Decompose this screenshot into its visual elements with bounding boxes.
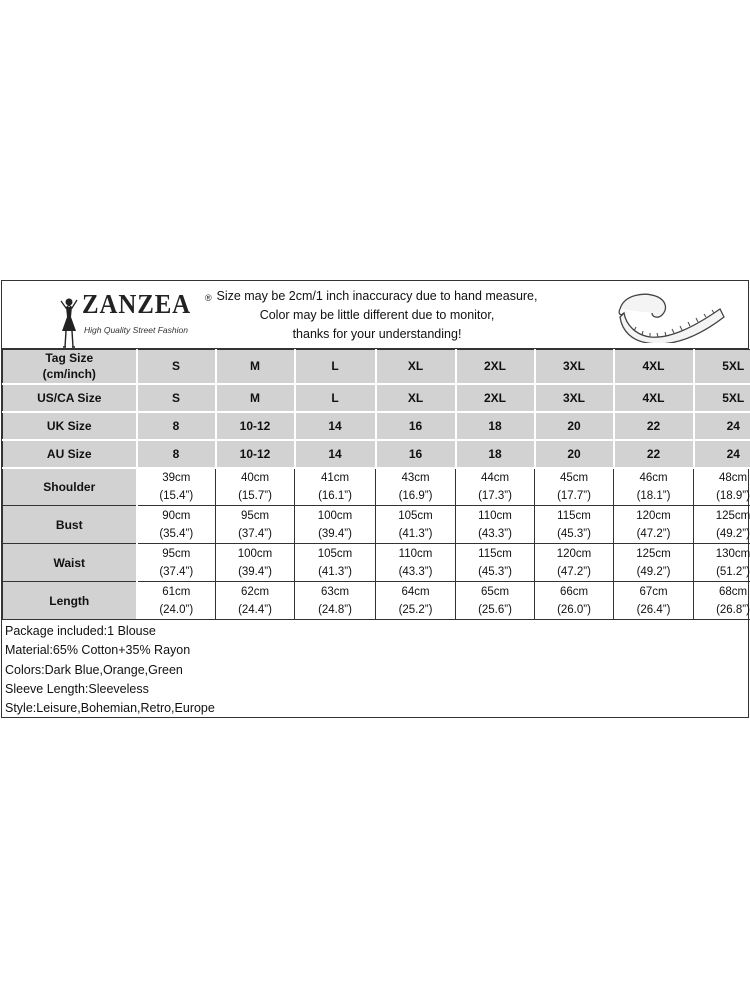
measurement-inch: (49.2”) (636, 565, 671, 578)
measurement-cm: 100cm (317, 509, 353, 522)
size-table-body (3, 350, 750, 620)
measurement-cell (456, 544, 535, 582)
measurement-cell (614, 582, 694, 620)
measurement-cell (694, 582, 750, 620)
measurement-cell (535, 544, 614, 582)
row-label (3, 384, 137, 412)
size-row (3, 384, 750, 412)
measurement-cm: 64cm (401, 585, 430, 598)
info-material: Material:65% Cotton+35% Rayon (5, 643, 191, 658)
size-cell: 10-12 (216, 412, 295, 440)
measurement-inch: (18.9”) (716, 489, 750, 502)
size-row (3, 440, 750, 468)
row-label-text: US/CA Size (37, 390, 102, 405)
measurement-cell (295, 468, 376, 506)
size-row (3, 412, 750, 440)
measurement-cm: 66cm (559, 585, 589, 598)
measurement-inch: (18.1”) (636, 489, 671, 502)
measurement-inch: (41.3”) (318, 565, 352, 578)
measurement-cm: 46cm (639, 471, 668, 484)
registered-mark: ® (205, 293, 212, 303)
size-cell: 18 (456, 412, 535, 440)
measurement-cell (456, 468, 535, 506)
measurement-cell (376, 544, 456, 582)
measurement-inch: (26.4”) (636, 603, 671, 616)
measurement-inch: (47.2”) (636, 527, 671, 540)
measurement-inch: (15.7”) (238, 489, 272, 502)
size-cell: 24 (694, 412, 750, 440)
measurement-cell (694, 544, 750, 582)
row-label (3, 412, 137, 440)
measuring-tape-icon (614, 287, 726, 343)
measurement-cm: 100cm (237, 547, 273, 560)
measurement-inch: (47.2”) (557, 565, 591, 578)
product-info (2, 619, 748, 718)
measurement-inch: (17.7”) (557, 489, 591, 502)
measurement-cell (137, 506, 216, 544)
measurement-inch: (16.9”) (398, 489, 433, 502)
measurement-cell (376, 468, 456, 506)
size-table (2, 349, 750, 620)
measurement-cell (694, 468, 750, 506)
measurement-cell (295, 582, 376, 620)
brand-logo (30, 289, 212, 345)
measurement-inch: (35.4”) (159, 527, 194, 540)
measurement-inch: (43.3”) (478, 527, 512, 540)
size-cell: 16 (376, 412, 456, 440)
size-cell: 18 (456, 440, 535, 468)
info-style: Style:Leisure,Bohemian,Retro,Europe (5, 701, 215, 716)
size-cell: 14 (295, 412, 376, 440)
measurement-cell (137, 468, 216, 506)
measurement-inch: (39.4”) (238, 565, 272, 578)
size-cell: 8 (137, 412, 216, 440)
measurement-row (3, 506, 750, 544)
measurement-cell (535, 506, 614, 544)
measurement-cm: 125cm (636, 547, 671, 560)
measurement-cell (216, 468, 295, 506)
size-cell: 20 (535, 412, 614, 440)
measurement-cell (614, 506, 694, 544)
notice-line-3: thanks for your understanding! (292, 327, 462, 341)
size-cell: 4XL (614, 350, 694, 384)
measurement-inch: (37.4”) (159, 565, 194, 578)
measurement-inch: (45.3”) (557, 527, 591, 540)
measurement-inch: (17.3”) (478, 489, 512, 502)
row-label-subtext: (cm/inch) (42, 367, 96, 382)
size-cell: 8 (137, 440, 216, 468)
measurement-notice (192, 287, 562, 344)
size-cell: 5XL (694, 384, 750, 412)
measurement-inch: (16.1”) (318, 489, 352, 502)
measurement-cm: 41cm (320, 471, 350, 484)
measurement-cm: 110cm (398, 547, 433, 560)
size-cell: 22 (614, 412, 694, 440)
measurement-inch: (15.4”) (159, 489, 194, 502)
info-sleeve-length: Sleeve Length:Sleeveless (5, 681, 149, 696)
measurement-inch: (43.3”) (398, 565, 433, 578)
measurement-cell (137, 544, 216, 582)
size-cell: 16 (376, 440, 456, 468)
measurement-cell (535, 468, 614, 506)
measurement-row (3, 468, 750, 506)
measurement-inch: (51.2”) (716, 565, 750, 578)
measurement-label: Length (3, 582, 137, 620)
measurement-inch: (25.2”) (398, 603, 433, 616)
size-cell: 20 (535, 440, 614, 468)
measurement-cm: 120cm (556, 547, 592, 560)
measurement-cm: 43cm (401, 471, 430, 484)
measurement-cm: 48cm (718, 471, 748, 484)
measurement-cm: 110cm (478, 509, 512, 522)
measurement-inch: (26.8”) (716, 603, 750, 616)
measurement-cm: 63cm (320, 585, 350, 598)
measurement-inch: (45.3”) (478, 565, 512, 578)
size-cell: M (216, 350, 295, 384)
measurement-cm: 130cm (715, 547, 750, 560)
measurement-row (3, 582, 750, 620)
measurement-cm: 68cm (718, 585, 748, 598)
size-cell: 2XL (456, 350, 535, 384)
info-package: Package included:1 Blouse (5, 624, 156, 638)
fashion-lady-icon (58, 297, 80, 349)
size-cell: XL (376, 384, 456, 412)
size-cell: 2XL (456, 384, 535, 412)
measurement-label: Shoulder (3, 468, 137, 506)
measurement-row (3, 544, 750, 582)
measurement-cm: 115cm (478, 547, 512, 560)
size-cell: 10-12 (216, 440, 295, 468)
measurement-label: Waist (3, 544, 137, 582)
size-cell: 24 (694, 440, 750, 468)
measurement-cell (216, 582, 295, 620)
measurement-inch: (49.2”) (716, 527, 750, 540)
info-colors: Colors:Dark Blue,Orange,Green (5, 662, 183, 677)
size-cell: M (216, 384, 295, 412)
brand-name: ZANZEA (82, 289, 192, 319)
measurement-cell (535, 582, 614, 620)
measurement-cell (376, 506, 456, 544)
measurement-cell (694, 506, 750, 544)
size-cell: 14 (295, 440, 376, 468)
size-cell: XL (376, 350, 456, 384)
measurement-cell (456, 506, 535, 544)
measurement-label: Bust (3, 506, 137, 544)
size-chart (1, 280, 749, 718)
size-cell: 4XL (614, 384, 694, 412)
measurement-cm: 61cm (162, 585, 191, 598)
size-cell: 5XL (694, 350, 750, 384)
size-cell: 22 (614, 440, 694, 468)
size-cell: 3XL (535, 350, 614, 384)
chart-header (2, 281, 748, 349)
measurement-cell (456, 582, 535, 620)
measurement-cm: 120cm (636, 509, 671, 522)
measurement-cell (137, 582, 216, 620)
measurement-cell (216, 506, 295, 544)
measurement-cm: 105cm (398, 509, 433, 522)
measurement-cm: 105cm (317, 547, 353, 560)
measurement-cm: 39cm (162, 471, 191, 484)
row-label-text: AU Size (46, 446, 92, 461)
size-cell: S (137, 350, 216, 384)
measurement-cm: 90cm (162, 509, 191, 522)
size-cell: L (295, 384, 376, 412)
measurement-cm: 95cm (162, 547, 191, 560)
row-label (3, 350, 137, 384)
size-cell: L (295, 350, 376, 384)
measurement-inch: (41.3”) (398, 527, 433, 540)
measurement-cell (295, 544, 376, 582)
measurement-cm: 125cm (715, 509, 750, 522)
measurement-cell (614, 468, 694, 506)
measurement-cm: 40cm (240, 471, 270, 484)
row-label-text: Tag Size (45, 351, 94, 366)
notice-line-1: Size may be 2cm/1 inch inaccuracy due to hand measure, (216, 289, 538, 303)
measurement-inch: (37.4”) (238, 527, 272, 540)
measurement-cell (614, 544, 694, 582)
measurement-inch: (24.0”) (159, 603, 194, 616)
size-cell: S (137, 384, 216, 412)
measurement-inch: (39.4”) (318, 527, 352, 540)
measurement-cm: 95cm (240, 509, 270, 522)
measurement-cm: 45cm (559, 471, 589, 484)
measurement-cm: 44cm (480, 471, 510, 484)
size-cell: 3XL (535, 384, 614, 412)
measurement-inch: (24.4”) (238, 603, 272, 616)
notice-line-2: Color may be little different due to monitor, (259, 308, 495, 322)
measurement-inch: (25.6”) (478, 603, 512, 616)
row-label (3, 440, 137, 468)
measurement-cm: 62cm (240, 585, 270, 598)
row-label-text: UK Size (46, 418, 92, 433)
measurement-cm: 65cm (480, 585, 510, 598)
size-row (3, 350, 750, 384)
measurement-cm: 115cm (557, 509, 591, 522)
measurement-cm: 67cm (639, 585, 668, 598)
measurement-cell (376, 582, 456, 620)
measurement-cell (216, 544, 295, 582)
measurement-inch: (26.0”) (557, 603, 591, 616)
measurement-cell (295, 506, 376, 544)
measurement-inch: (24.8”) (318, 603, 352, 616)
brand-tagline: High Quality Street Fashion (84, 325, 188, 335)
